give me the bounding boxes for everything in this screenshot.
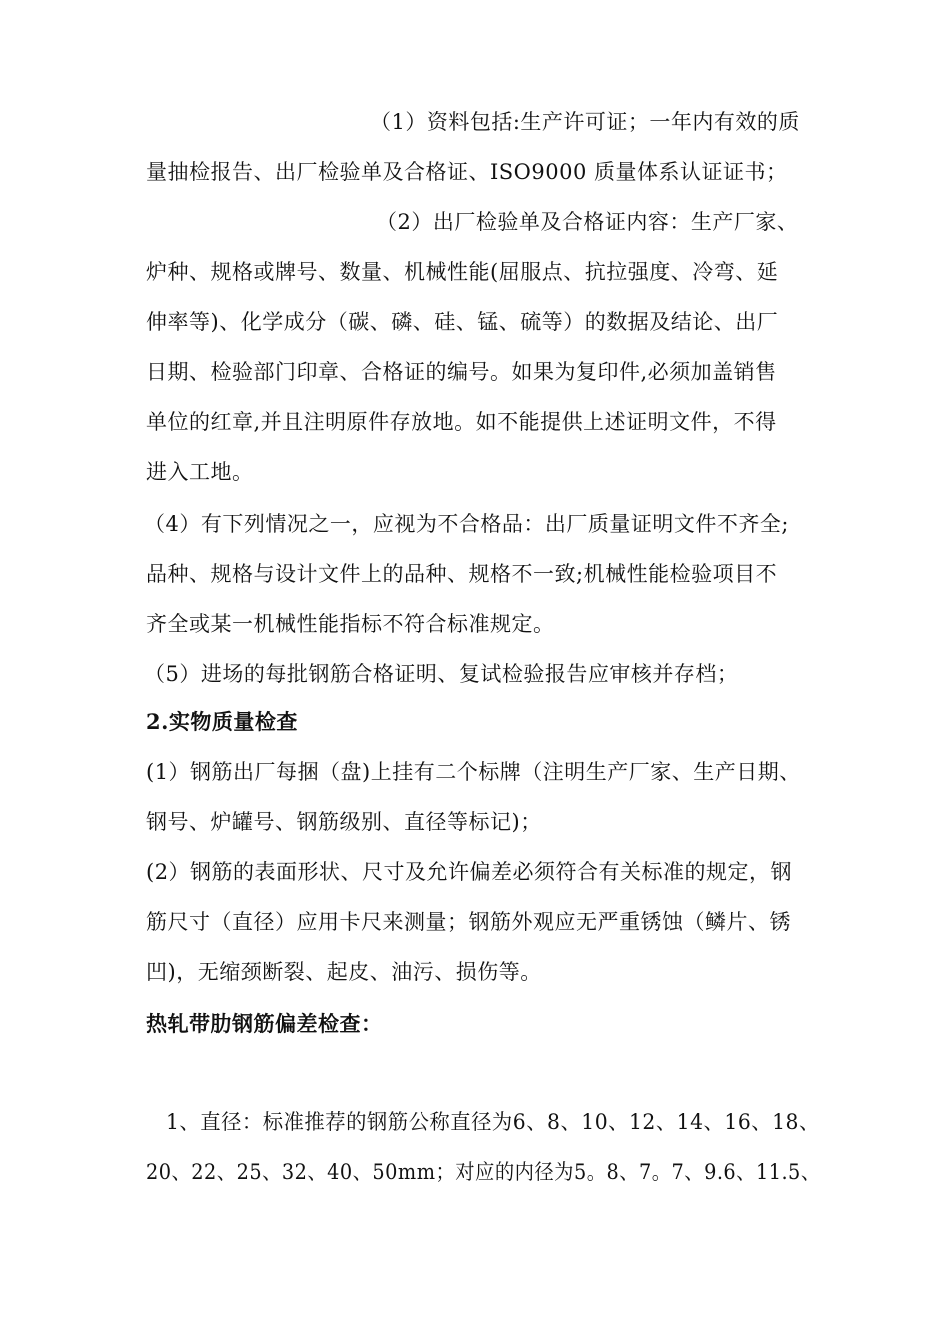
section-heading-deviation-check: 热轧带肋钢筋偏差检查：	[146, 1011, 383, 1036]
section-heading-physical-inspection: 2.实物质量检查	[146, 709, 298, 734]
item-2-line-2: 筋尺寸（直径）应用卡尺来测量；钢筋外观应无严重锈蚀（鳞片、锈	[146, 910, 791, 934]
para-2-line-6: 进入工地。	[146, 460, 254, 484]
item-1-line-2: 钢号、炉罐号、钢筋级别、直径等标记)；	[146, 810, 542, 834]
para-4-line-2: 品种、规格与设计文件上的品种、规格不一致;机械性能检验项目不	[146, 562, 778, 586]
para-1-line-2: 量抽检报告、出厂检验单及合格证、ISO9000 质量体系认证证书；	[146, 160, 788, 184]
diameter-line-1: 1、直径：标准推荐的钢筋公称直径为6、8、10、12、14、16、18、	[166, 1110, 820, 1134]
para-4-line-3: 齐全或某一机械性能指标不符合标准规定。	[146, 612, 555, 636]
para-2-line-1: （2）出厂检验单及合格证内容：生产厂家、	[376, 210, 799, 234]
para-2-line-4: 日期、检验部门印章、合格证的编号。如果为复印件,必须加盖销售	[146, 360, 777, 384]
item-2-line-3: 凹)，无缩颈断裂、起皮、油污、损伤等。	[146, 960, 542, 984]
item-1-line-1: (1）钢筋出厂每捆（盘)上挂有二个标牌（注明生产厂家、生产日期、	[146, 760, 801, 784]
para-4-line-1: （4）有下列情况之一，应视为不合格品：出厂质量证明文件不齐全;	[144, 512, 789, 536]
para-2-line-2: 炉种、规格或牌号、数量、机械性能(屈服点、抗拉强度、冷弯、延	[146, 260, 779, 284]
diameter-line-2: 20、22、25、32、40、50mm；对应的内径为5。8、7。7、9.6、11.5、	[146, 1160, 821, 1184]
para-2-line-5: 单位的红章,并且注明原件存放地。如不能提供上述证明文件，不得	[146, 410, 777, 434]
para-1-line-1: （1）资料包括:生产许可证；一年内有效的质	[370, 110, 800, 134]
item-2-line-1: (2）钢筋的表面形状、尺寸及允许偏差必须符合有关标准的规定，钢	[146, 860, 793, 884]
para-2-line-3: 伸率等)、化学成分（碳、磷、硅、锰、硫等）的数据及结论、出厂	[146, 310, 779, 334]
para-5-line-1: （5）进场的每批钢筋合格证明、复试检验报告应审核并存档；	[144, 662, 739, 686]
